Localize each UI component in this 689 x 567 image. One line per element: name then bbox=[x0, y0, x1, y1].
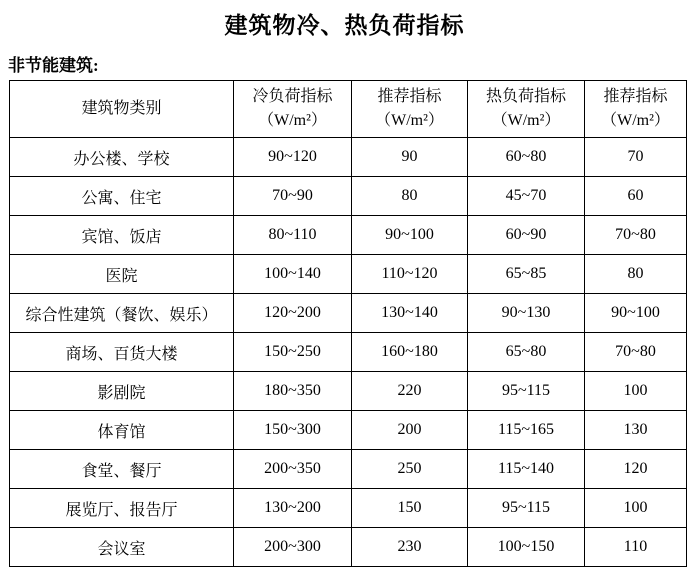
header-cooling bbox=[234, 81, 352, 138]
cell-category: 展览厅、报告厅 bbox=[10, 489, 234, 528]
table-row bbox=[10, 138, 687, 177]
cell-heating: 90~130 bbox=[468, 294, 585, 333]
cell-cooling: 150~300 bbox=[234, 411, 352, 450]
cell-heating-rec: 70~80 bbox=[585, 216, 687, 255]
cell-heating: 115~165 bbox=[468, 411, 585, 450]
cell-cooling-rec: 130~140 bbox=[352, 294, 468, 333]
header-heating-recommended bbox=[585, 81, 687, 138]
cell-heating-rec: 100 bbox=[585, 489, 687, 528]
cell-category: 综合性建筑（餐饮、娱乐） bbox=[10, 294, 234, 333]
header-category-label: 建筑物类别 bbox=[81, 100, 162, 117]
cell-category: 影剧院 bbox=[10, 372, 234, 411]
header-cooling-recommended bbox=[352, 81, 468, 138]
cell-cooling: 120~200 bbox=[234, 294, 352, 333]
header-heating-recommended-label: 推荐指标 bbox=[603, 88, 668, 105]
table-header-row bbox=[10, 81, 687, 138]
cell-heating: 100~150 bbox=[468, 528, 585, 567]
cell-cooling-rec: 220 bbox=[352, 372, 468, 411]
cell-category: 办公楼、学校 bbox=[10, 138, 234, 177]
cell-cooling-rec: 250 bbox=[352, 450, 468, 489]
cell-cooling-rec: 230 bbox=[352, 528, 468, 567]
cell-heating-rec: 130 bbox=[585, 411, 687, 450]
header-cooling-recommended-unit: （W/m²） bbox=[375, 112, 444, 129]
cell-cooling-rec: 150 bbox=[352, 489, 468, 528]
header-heating bbox=[468, 81, 585, 138]
cell-heating: 115~140 bbox=[468, 450, 585, 489]
table-row bbox=[10, 372, 687, 411]
cell-category: 公寓、住宅 bbox=[10, 177, 234, 216]
cell-heating: 95~115 bbox=[468, 372, 585, 411]
cell-heating-rec: 110 bbox=[585, 528, 687, 567]
cell-cooling: 70~90 bbox=[234, 177, 352, 216]
cell-cooling-rec: 90 bbox=[352, 138, 468, 177]
cell-heating: 45~70 bbox=[468, 177, 585, 216]
table-row bbox=[10, 333, 687, 372]
cell-heating-rec: 100 bbox=[585, 372, 687, 411]
cell-heating-rec: 80 bbox=[585, 255, 687, 294]
cell-heating-rec: 90~100 bbox=[585, 294, 687, 333]
cell-cooling-rec: 110~120 bbox=[352, 255, 468, 294]
table-row bbox=[10, 177, 687, 216]
cell-cooling-rec: 160~180 bbox=[352, 333, 468, 372]
header-heating-recommended-unit: （W/m²） bbox=[601, 112, 670, 129]
table-row bbox=[10, 411, 687, 450]
cell-cooling: 150~250 bbox=[234, 333, 352, 372]
cell-cooling: 180~350 bbox=[234, 372, 352, 411]
cell-cooling: 100~140 bbox=[234, 255, 352, 294]
cell-category: 会议室 bbox=[10, 528, 234, 567]
cell-cooling-rec: 90~100 bbox=[352, 216, 468, 255]
table-row bbox=[10, 489, 687, 528]
header-cooling-label: 冷负荷指标 bbox=[252, 88, 333, 105]
cell-heating: 60~80 bbox=[468, 138, 585, 177]
cell-category: 宾馆、饭店 bbox=[10, 216, 234, 255]
cell-heating-rec: 70~80 bbox=[585, 333, 687, 372]
load-indicator-table bbox=[9, 80, 687, 567]
page-title: 建筑物冷、热负荷指标 bbox=[224, 13, 465, 38]
cell-cooling-rec: 200 bbox=[352, 411, 468, 450]
cell-cooling: 200~300 bbox=[234, 528, 352, 567]
header-category bbox=[10, 81, 234, 138]
section-heading: 非节能建筑: bbox=[8, 56, 99, 75]
cell-heating-rec: 70 bbox=[585, 138, 687, 177]
cell-category: 食堂、餐厅 bbox=[10, 450, 234, 489]
header-cooling-recommended-label: 推荐指标 bbox=[377, 88, 442, 105]
cell-heating: 95~115 bbox=[468, 489, 585, 528]
cell-cooling: 200~350 bbox=[234, 450, 352, 489]
header-heating-unit: （W/m²） bbox=[491, 112, 561, 129]
table-body bbox=[10, 138, 687, 567]
cell-category: 医院 bbox=[10, 255, 234, 294]
cell-category: 体育馆 bbox=[10, 411, 234, 450]
table-row bbox=[10, 528, 687, 567]
table-row bbox=[10, 450, 687, 489]
header-heating-label: 热负荷指标 bbox=[485, 88, 566, 105]
table-row bbox=[10, 216, 687, 255]
table-row bbox=[10, 294, 687, 333]
cell-heating: 65~85 bbox=[468, 255, 585, 294]
cell-cooling: 90~120 bbox=[234, 138, 352, 177]
header-cooling-unit: （W/m²） bbox=[258, 112, 327, 129]
cell-cooling-rec: 80 bbox=[352, 177, 468, 216]
cell-heating-rec: 60 bbox=[585, 177, 687, 216]
cell-category: 商场、百货大楼 bbox=[10, 333, 234, 372]
cell-heating: 65~80 bbox=[468, 333, 585, 372]
cell-cooling: 130~200 bbox=[234, 489, 352, 528]
table-row bbox=[10, 255, 687, 294]
cell-heating-rec: 120 bbox=[585, 450, 687, 489]
table-header bbox=[10, 81, 687, 138]
cell-heating: 60~90 bbox=[468, 216, 585, 255]
cell-cooling: 80~110 bbox=[234, 216, 352, 255]
